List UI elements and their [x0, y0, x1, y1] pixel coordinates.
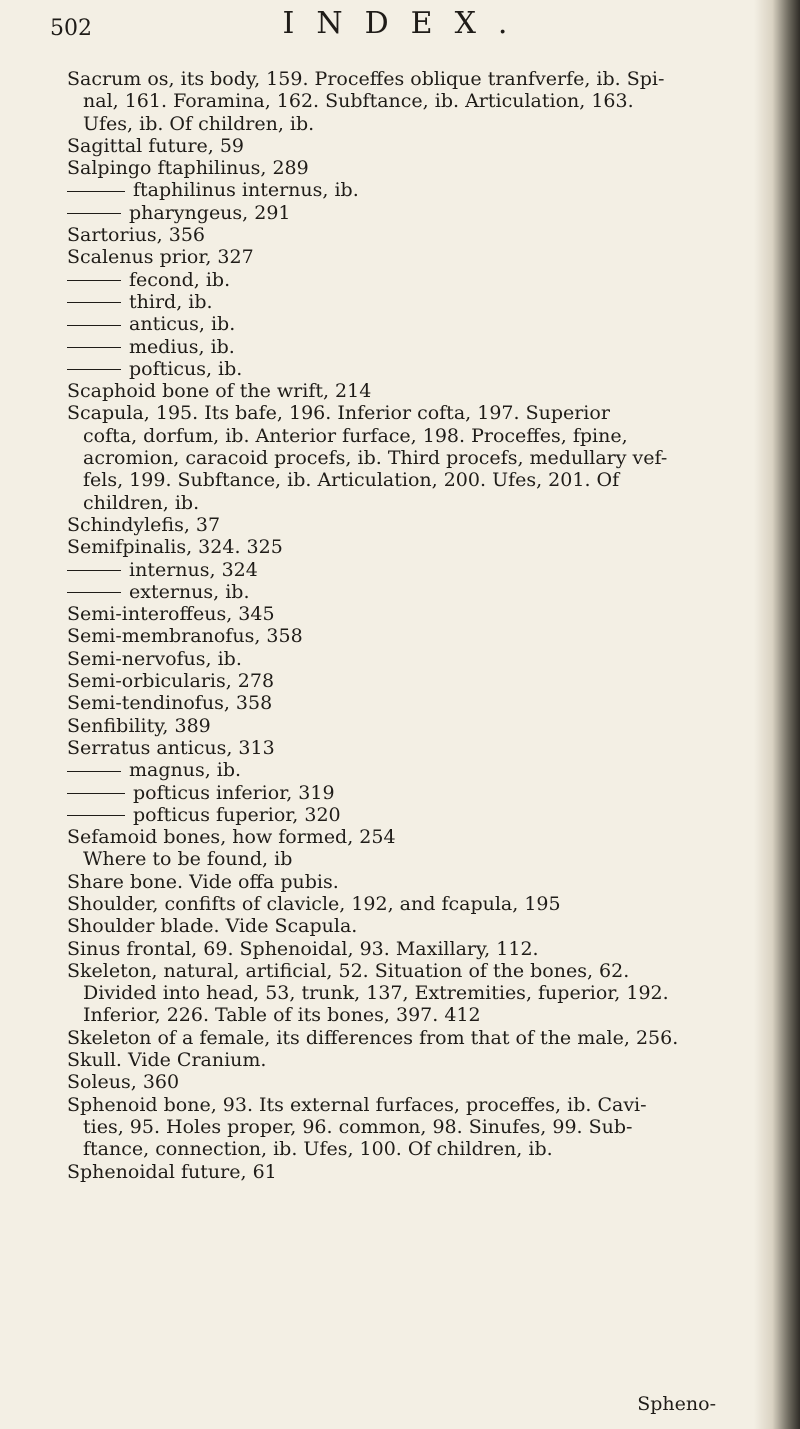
entry-text: Semi-membranofus, 358 — [67, 625, 303, 648]
entry-text: Share bone. Vide offa pubis. — [67, 870, 339, 893]
entry-text: ftance, connection, ib. Ufes, 100. Of children, ib. — [83, 1138, 553, 1161]
index-entry — [67, 982, 757, 1004]
entry-text: Sphenoidal future, 61 — [67, 1160, 277, 1183]
index-subentry — [67, 336, 757, 358]
index-entry — [67, 871, 757, 893]
entry-text: nal, 161. Foramina, 162. Subftance, ib. Articulation, 163. — [83, 90, 634, 113]
entry-text: Skeleton, natural, artificial, 52. Situation of the bones, 62. — [67, 959, 630, 982]
page-number: 502 — [50, 16, 92, 41]
index-entry — [67, 1094, 757, 1116]
running-head: INDEX. — [282, 6, 530, 41]
index-entry — [67, 1004, 757, 1026]
entry-text: cofta, dorfum, ib. Anterior furface, 198. Proceffes, fpine, — [83, 424, 628, 447]
index-subentry — [67, 291, 757, 313]
ditto-dash — [67, 302, 121, 303]
index-entry — [67, 625, 757, 647]
index-entry — [67, 648, 757, 670]
index-subentry — [67, 759, 757, 781]
index-entry — [67, 425, 757, 447]
index-entry — [67, 938, 757, 960]
entry-text: Sinus frontal, 69. Sphenoidal, 93. Maxillary, 112. — [67, 937, 539, 960]
index-entry — [67, 1071, 757, 1093]
index-entry — [67, 157, 757, 179]
ditto-dash — [67, 369, 121, 370]
index-entry — [67, 893, 757, 915]
page-header — [50, 4, 740, 48]
index-entry — [67, 135, 757, 157]
index-entries — [67, 68, 757, 1183]
ditto-dash — [67, 325, 121, 326]
index-entry — [67, 90, 757, 112]
entry-text: acromion, caracoid procefs, ib. Third procefs, medullary vef- — [83, 447, 668, 470]
index-entry — [67, 1116, 757, 1138]
entry-text: Serratus anticus, 313 — [67, 736, 275, 759]
index-entry — [67, 514, 757, 536]
index-entry — [67, 603, 757, 625]
index-entry — [67, 826, 757, 848]
entry-text: fels, 199. Subftance, ib. Articulation, 200. Ufes, 201. Of — [83, 469, 620, 492]
entry-text: pofticus, ib. — [129, 357, 243, 380]
entry-text: Inferior, 226. Table of its bones, 397. 412 — [83, 1004, 481, 1027]
entry-text: ties, 95. Holes proper, 96. common, 98. Sinufes, 99. Sub- — [83, 1115, 633, 1138]
entry-text: fecond, ib. — [129, 268, 231, 291]
index-entry — [67, 848, 757, 870]
ditto-dash — [67, 793, 125, 794]
entry-text: Skeleton of a female, its differences from that of the male, 256. — [67, 1026, 679, 1049]
index-entry — [67, 960, 757, 982]
entry-text: Shoulder blade. Vide Scapula. — [67, 915, 358, 938]
entry-text: Skull. Vide Cranium. — [67, 1049, 267, 1072]
entry-text: Semi-nervofus, ib. — [67, 647, 242, 670]
index-entry — [67, 246, 757, 268]
ditto-dash — [67, 191, 125, 192]
index-subentry — [67, 269, 757, 291]
entry-text: externus, ib. — [129, 580, 250, 603]
index-entry — [67, 380, 757, 402]
ditto-dash — [67, 592, 121, 593]
ditto-dash — [67, 570, 121, 571]
index-entry — [67, 715, 757, 737]
entry-text: Senfibility, 389 — [67, 714, 211, 737]
entry-text: Scaphoid bone of the wrift, 214 — [67, 380, 372, 403]
entry-text: Sagittal future, 59 — [67, 134, 245, 157]
entry-text: Sartorius, 356 — [67, 224, 205, 247]
index-entry — [67, 1049, 757, 1071]
index-entry — [67, 1161, 757, 1183]
ditto-dash — [67, 815, 125, 816]
index-entry — [67, 113, 757, 135]
index-entry — [67, 536, 757, 558]
index-subentry — [67, 581, 757, 603]
entry-text: medius, ib. — [129, 335, 235, 358]
index-entry — [67, 915, 757, 937]
index-subentry — [67, 313, 757, 335]
entry-text: Semi-orbicularis, 278 — [67, 670, 275, 693]
page-binding-edge — [754, 0, 800, 1429]
entry-text: Sefamoid bones, how formed, 254 — [67, 826, 396, 849]
entry-text: Ufes, ib. Of children, ib. — [83, 112, 315, 135]
entry-text: Soleus, 360 — [67, 1071, 180, 1094]
index-subentry — [67, 804, 757, 826]
entry-text: pofticus fuperior, 320 — [133, 803, 341, 826]
entry-text: Semi-interoffeus, 345 — [67, 603, 275, 626]
entry-text: Sacrum os, its body, 159. Proceffes oblique tranfverfe, ib. Spi- — [67, 68, 665, 90]
index-subentry — [67, 782, 757, 804]
index-subentry — [67, 202, 757, 224]
index-entry — [67, 737, 757, 759]
index-entry — [67, 1138, 757, 1160]
entry-text: pharyngeus, 291 — [129, 201, 291, 224]
entry-text: Where to be found, ib — [83, 848, 293, 871]
index-subentry — [67, 358, 757, 380]
index-entry — [67, 692, 757, 714]
entry-text: magnus, ib. — [129, 759, 242, 782]
entry-text: Divided into head, 53, trunk, 137, Extremities, fuperior, 192. — [83, 982, 669, 1005]
entry-text: Semi-tendinofus, 358 — [67, 692, 273, 715]
index-entry — [67, 492, 757, 514]
index-subentry — [67, 179, 757, 201]
ditto-dash — [67, 213, 121, 214]
catchword: Spheno- — [637, 1393, 716, 1415]
index-entry — [67, 469, 757, 491]
ditto-dash — [67, 280, 121, 281]
index-subentry — [67, 559, 757, 581]
index-entry — [67, 402, 757, 424]
ditto-dash — [67, 771, 121, 772]
entry-text: Salpingo ftaphilinus, 289 — [67, 157, 309, 180]
ditto-dash — [67, 347, 121, 348]
entry-text: children, ib. — [83, 491, 200, 514]
entry-text: pofticus inferior, 319 — [133, 781, 335, 804]
entry-text: internus, 324 — [129, 558, 258, 581]
index-entry — [67, 670, 757, 692]
entry-text: Shoulder, confifts of clavicle, 192, and fcapula, 195 — [67, 892, 561, 915]
entry-text: Sphenoid bone, 93. Its external furfaces, proceffes, ib. Cavi- — [67, 1093, 647, 1116]
entry-text: ftaphilinus internus, ib. — [133, 179, 359, 202]
entry-text: Semifpinalis, 324. 325 — [67, 536, 283, 559]
index-entry — [67, 447, 757, 469]
entry-text: Schindylefis, 37 — [67, 513, 221, 536]
index-entry — [67, 1027, 757, 1049]
index-entry — [67, 224, 757, 246]
entry-text: third, ib. — [129, 290, 213, 313]
entry-text: Scapula, 195. Its bafe, 196. Inferior cofta, 197. Superior — [67, 402, 610, 425]
entry-text: Scalenus prior, 327 — [67, 246, 254, 269]
index-entry — [67, 68, 757, 90]
entry-text: anticus, ib. — [129, 313, 236, 336]
